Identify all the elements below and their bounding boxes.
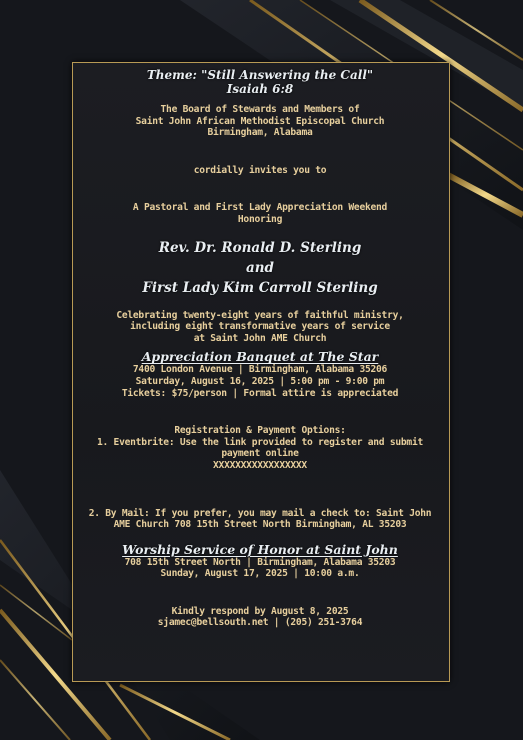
worship-title: Worship Service of Honor at Saint John [122, 541, 398, 557]
invite-line: cordially invites you to [193, 164, 327, 176]
host-line: The Board of Stewards and Members of [160, 104, 360, 115]
registration-option-mail-cont: AME Church 708 15th Street North Birmingham, AL 35203 [113, 519, 407, 531]
celebration-line: including eight transformative years of service [130, 321, 390, 333]
event-line: A Pastoral and First Lady Appreciation Weekend [132, 202, 388, 214]
scripture-reference: Isaiah 6:8 [226, 82, 294, 96]
registration-option-mail: 2. By Mail: If you prefer, you may mail a check to: Saint John [88, 507, 432, 519]
honoree-pastor: Rev. Dr. Ronald D. Sterling [158, 239, 362, 256]
banquet-title: Appreciation Banquet at The Star [141, 349, 379, 365]
celebration-line: Celebrating twenty-eight years of faithful ministry, [116, 309, 404, 321]
honoree-and: and [245, 259, 274, 276]
worship-datetime: Sunday, August 17, 2025 | 10:00 a.m. [160, 568, 360, 580]
banquet-datetime: Saturday, August 16, 2025 | 5:00 pm - 9:00 pm [135, 375, 385, 387]
invitation-content [72, 68, 448, 629]
celebration-line: at Saint John AME Church [193, 332, 327, 344]
rsvp-contact[interactable]: sjamec@bellsouth.net | (205) 251-3764 [157, 617, 363, 629]
registration-link[interactable]: XXXXXXXXXXXXXXXXX [213, 459, 307, 471]
host-line: Saint John African Methodist Episcopal Church [135, 115, 385, 127]
worship-address: 708 15th Street North | Birmingham, Alabama 35203 [124, 556, 396, 568]
registration-option-eventbrite-cont: payment online [221, 448, 299, 460]
theme-title: Theme: "Still Answering the Call" [146, 68, 374, 82]
registration-option-eventbrite: 1. Eventbrite: Use the link provided to register and submit [96, 436, 424, 448]
banquet-address: 7400 London Avenue | Birmingham, Alabama 35206 [132, 364, 388, 376]
event-line: Honoring [237, 213, 283, 225]
rsvp-line: Kindly respond by August 8, 2025 [171, 605, 349, 617]
banquet-tickets: Tickets: $75/person | Formal attire is appreciated [121, 387, 399, 399]
honoree-first-lady: First Lady Kim Carroll Sterling [142, 279, 378, 296]
host-line: Birmingham, Alabama [207, 127, 313, 139]
registration-heading: Registration & Payment Options: [174, 425, 346, 437]
